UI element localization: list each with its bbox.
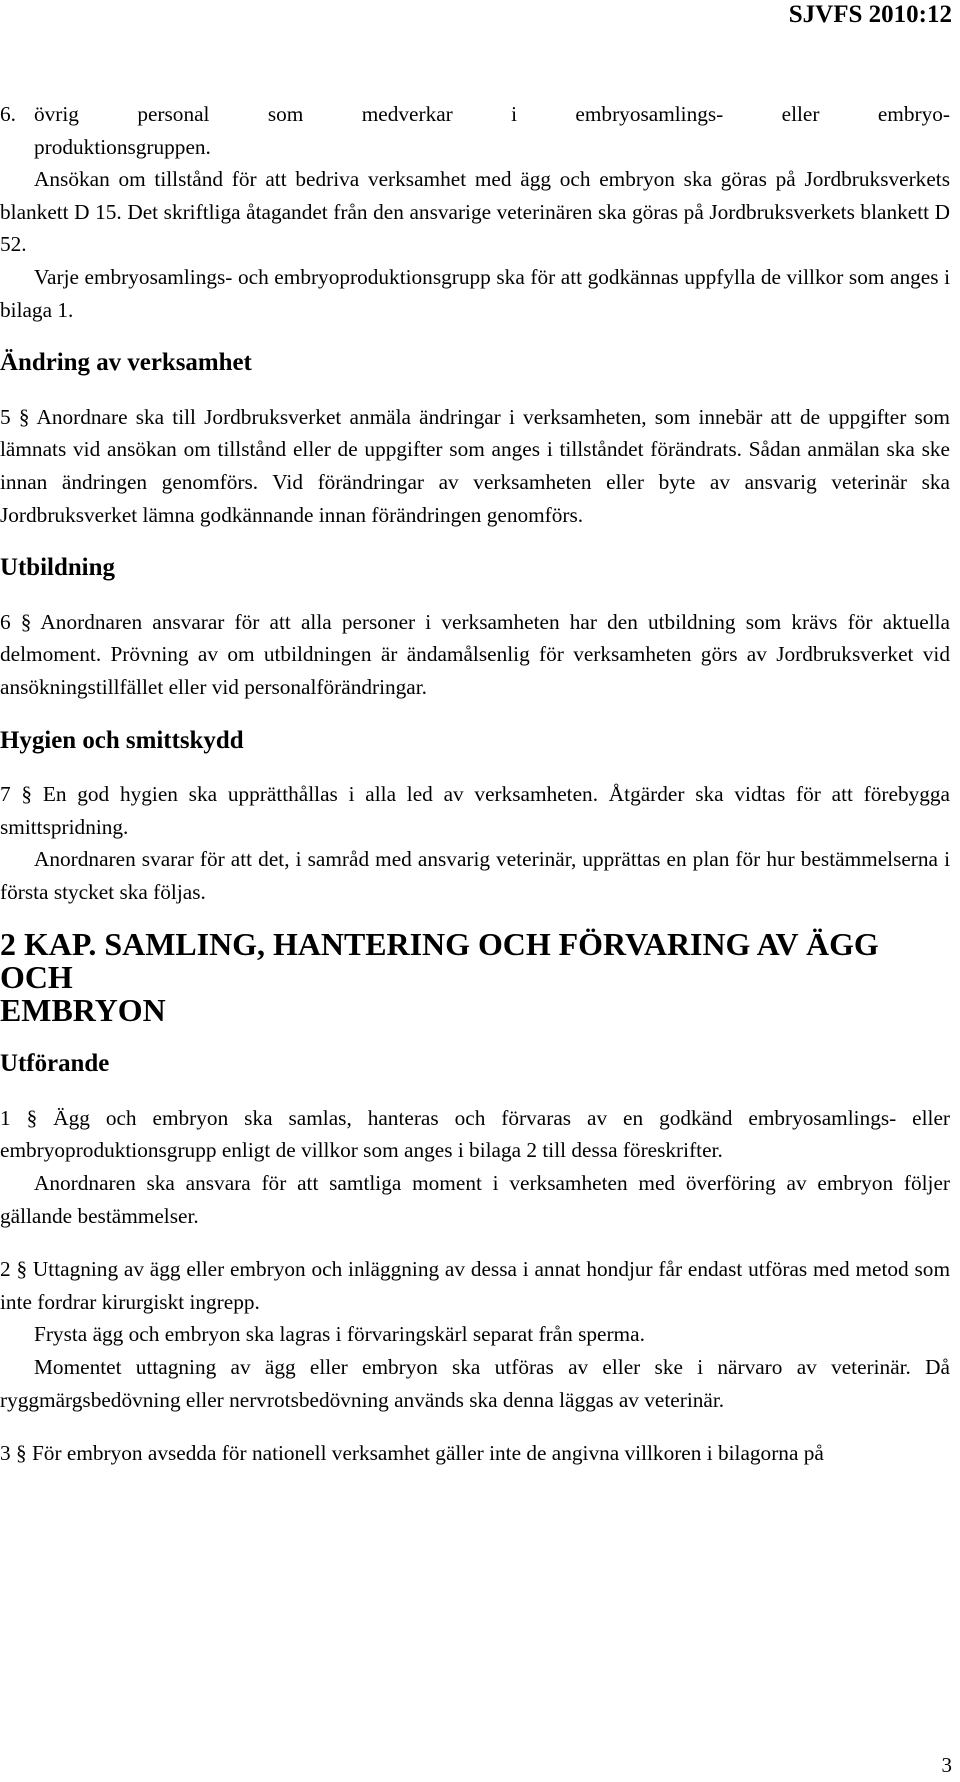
paragraph-2-third: Momentet uttagning av ägg eller embryon ska utföras av eller ske i närvaro av veterinär. Då ryggmärgsbedövning eller nervrotsbedövning används ska denna läggas av veterinär.	[0, 1355, 950, 1412]
chapter-heading-line1: 2 KAP. SAMLING, HANTERING OCH FÖRVARING AV ÄGG OCH	[0, 927, 879, 996]
section-number: 6 §	[0, 609, 32, 634]
chapter-heading-line2: EMBRYON	[0, 992, 166, 1028]
paragraph-7	[0, 778, 950, 843]
paragraph-2-second: Frysta ägg och embryon ska lagras i förvaringskärl separat från sperma.	[34, 1322, 645, 1347]
section-number: 1 §	[0, 1105, 38, 1130]
intro-paragraph-2: Varje embryosamlings- och embryoproduktionsgrupp ska för att godkännas uppfylla de villkor som anges i bilaga 1.	[0, 264, 950, 322]
list-item-number: 6.	[0, 102, 16, 126]
paragraph-1	[0, 1102, 950, 1167]
paragraph-6	[0, 606, 950, 704]
section-heading-utforande: Utförande	[0, 1050, 110, 1078]
section-heading-hygien: Hygien och smittskydd	[0, 726, 244, 754]
section-heading-andring: Ändring av verksamhet	[0, 349, 252, 377]
paragraph-3	[0, 1437, 950, 1470]
section-number: 3 §	[0, 1441, 27, 1466]
section-number: 5 §	[0, 404, 30, 429]
section-number: 7 §	[0, 782, 33, 807]
paragraph-text: För embryon avsedda för nationell verksamhet gäller inte de angivna villkoren i bilagorna på	[31, 1441, 824, 1466]
paragraph-text: Ägg och embryon ska samlas, hanteras och förvaras av en godkänd embryosamlings- eller embryoproduktionsgrupp enligt de villkor som anges i bilaga 2 till dessa föreskrifter.	[0, 1105, 951, 1163]
page-content	[0, 98, 950, 1470]
paragraph-2	[0, 1253, 950, 1318]
section-heading-utbildning: Utbildning	[0, 554, 115, 582]
paragraph-1-second: Anordnaren ska ansvara för att samtliga moment i verksamheten med överföring av embryon följer gällande bestämmelser.	[0, 1171, 950, 1228]
list-item-text-line1: övrig personal som medverkar i embryosamlings- eller embryo-	[34, 102, 950, 126]
paragraph-text: Anordnare ska till Jordbruksverket anmäla ändringar i verksamheten, som innebär att de uppgifter som lämnats vid ansökan om tillstånd eller de uppgifter som anges i tillståndet förändrats. Sådan anmälan ska ske innan ändringen genomförs. Vid förändringar av verksamheten eller byte av ansvarig veterinär ska Jordbruksverket lämna godkännande innan förändringen genomförs.	[0, 404, 950, 527]
paragraph-7-second: Anordnaren svarar för att det, i samråd med ansvarig veterinär, upprättas en plan för hur bestämmelserna i första stycket ska följas.	[0, 847, 950, 904]
paragraph-5	[0, 401, 950, 531]
list-item-text-line2: produktionsgruppen.	[34, 134, 211, 159]
page-number: 3	[941, 1753, 952, 1777]
intro-paragraph-1: Ansökan om tillstånd för att bedriva verksamhet med ägg och embryon ska göras på Jordbruksverkets blankett D 15. Det skriftliga åtagandet från den ansvarige veterinären ska göras på Jordbruksverkets blankett D 52.	[0, 167, 950, 257]
chapter-heading	[0, 929, 950, 1027]
paragraph-text: En god hygien ska upprätthållas i alla led av verksamheten. Åtgärder ska vidtas för att förebygga smittspridning.	[0, 782, 950, 839]
running-head: SJVFS 2010:12	[788, 1, 952, 28]
list-item-6	[0, 98, 950, 131]
section-number: 2 §	[0, 1257, 28, 1282]
paragraph-text: Uttagning av ägg eller embryon och inläggning av dessa i annat hondjur får endast utföras med metod som inte fordrar kirurgiskt ingrepp.	[0, 1257, 951, 1314]
paragraph-text: Anordnaren ansvarar för att alla personer i verksamheten har den utbildning som krävs för aktuella delmoment. Prövning av om utbildningen är ändamålsenlig för verksamheten görs av Jordbruksverket vid ansökningstillfället eller vid personalförändringar.	[0, 609, 950, 699]
